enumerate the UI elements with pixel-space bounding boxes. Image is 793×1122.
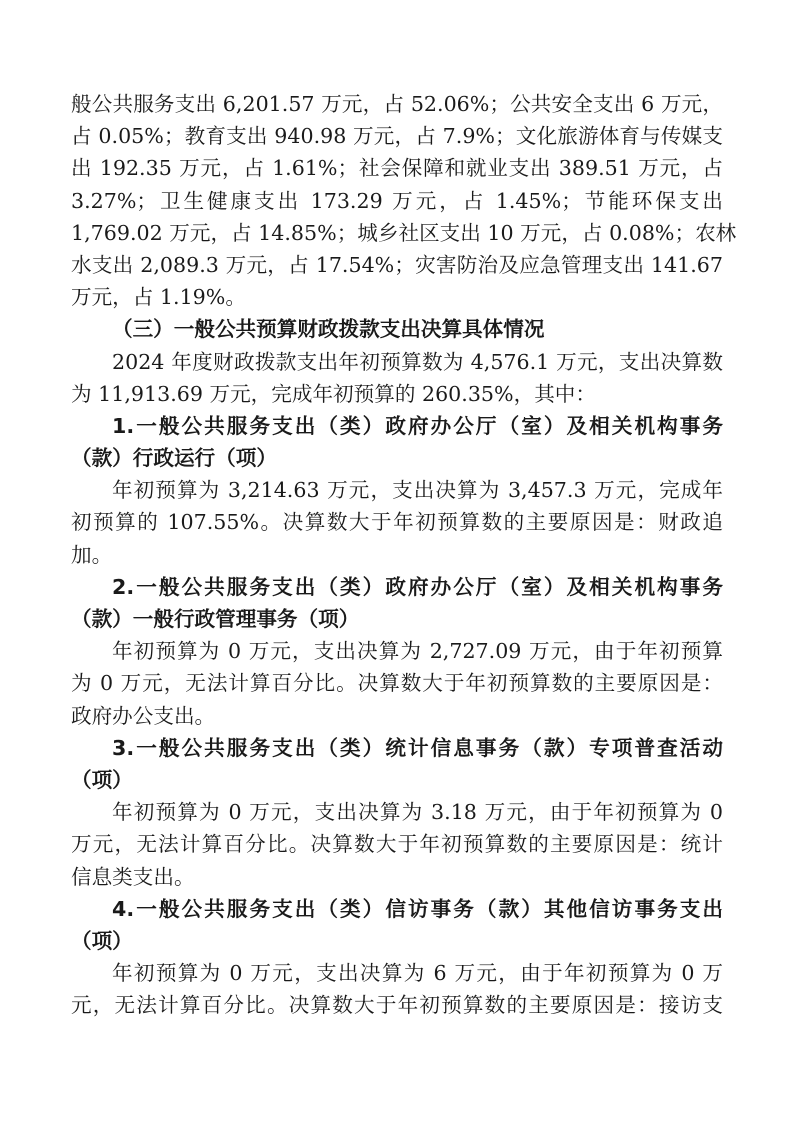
item-heading: （项） — [71, 928, 133, 953]
text-line: 1,769.02 万元，占 14.85%；城乡社区支出 10 万元，占 0.08%；农林 — [71, 220, 737, 245]
text-line: 为 11,913.69 万元，完成年初预算的 260.35%，其中： — [71, 381, 596, 406]
item-heading: （项） — [71, 767, 133, 792]
item-heading: 3.一般公共服务支出（类）统计信息事务（款）专项普查活动 — [112, 735, 723, 760]
text-line: 占 0.05%；教育支出 940.98 万元，占 7.9%；文化旅游体育与传媒支 — [71, 124, 723, 149]
text-line: 为 0 万元，无法计算百分比。决算数大于年初预算数的主要原因是： — [71, 671, 723, 696]
item-heading: 4.一般公共服务支出（类）信访事务（款）其他信访事务支出 — [112, 896, 723, 921]
text-line: 水支出 2,089.3 万元，占 17.54%；灾害防治及应急管理支出 141.67 — [71, 252, 723, 277]
text-line: 般公共服务支出 6,201.57 万元，占 52.06%；公共安全支出 6 万元， — [71, 92, 723, 116]
text-line: 年初预算为 0 万元，支出决算为 3.18 万元，由于年初预算为 0 — [112, 800, 723, 825]
text-line: 年初预算为 0 万元，支出决算为 2,727.09 万元，由于年初预算 — [112, 639, 723, 664]
text-line: 初预算的 107.55%。决算数大于年初预算数的主要原因是：财政追 — [71, 510, 723, 535]
text-line: 万元，占 1.19%。 — [71, 285, 246, 310]
item-heading: 2.一般公共服务支出（类）政府办公厅（室）及相关机构事务 — [112, 574, 723, 599]
section-heading: （三）一般公共预算财政拨款支出决算具体情况 — [112, 317, 545, 342]
text-line: 年初预算为 3,214.63 万元，支出决算为 3,457.3 万元，完成年 — [112, 478, 723, 503]
text-line: 2024 年度财政拨款支出年初预算数为 4,576.1 万元，支出决算数 — [112, 349, 723, 374]
item-heading: （款）行政运行（项） — [71, 446, 277, 471]
text-line: 万元，无法计算百分比。决算数大于年初预算数的主要原因是：统计 — [71, 832, 723, 857]
text-line: 信息类支出。 — [71, 864, 195, 889]
text-line: 元，无法计算百分比。决算数大于年初预算数的主要原因是：接访支 — [71, 993, 723, 1018]
text-line: 年初预算为 0 万元，支出决算为 6 万元，由于年初预算为 0 万 — [112, 961, 723, 986]
item-heading: 1.一般公共服务支出（类）政府办公厅（室）及相关机构事务 — [112, 413, 723, 438]
document-page — [71, 88, 737, 1021]
text-line: 政府办公支出。 — [71, 703, 216, 728]
text-line: 加。 — [71, 542, 113, 567]
text-line: 出 192.35 万元，占 1.61%；社会保障和就业支出 389.51 万元，占 — [71, 156, 723, 181]
text-line: 3.27%；卫生健康支出 173.29 万元，占 1.45%；节能环保支出 — [71, 188, 723, 213]
item-heading: （款）一般行政管理事务（项） — [71, 607, 360, 631]
